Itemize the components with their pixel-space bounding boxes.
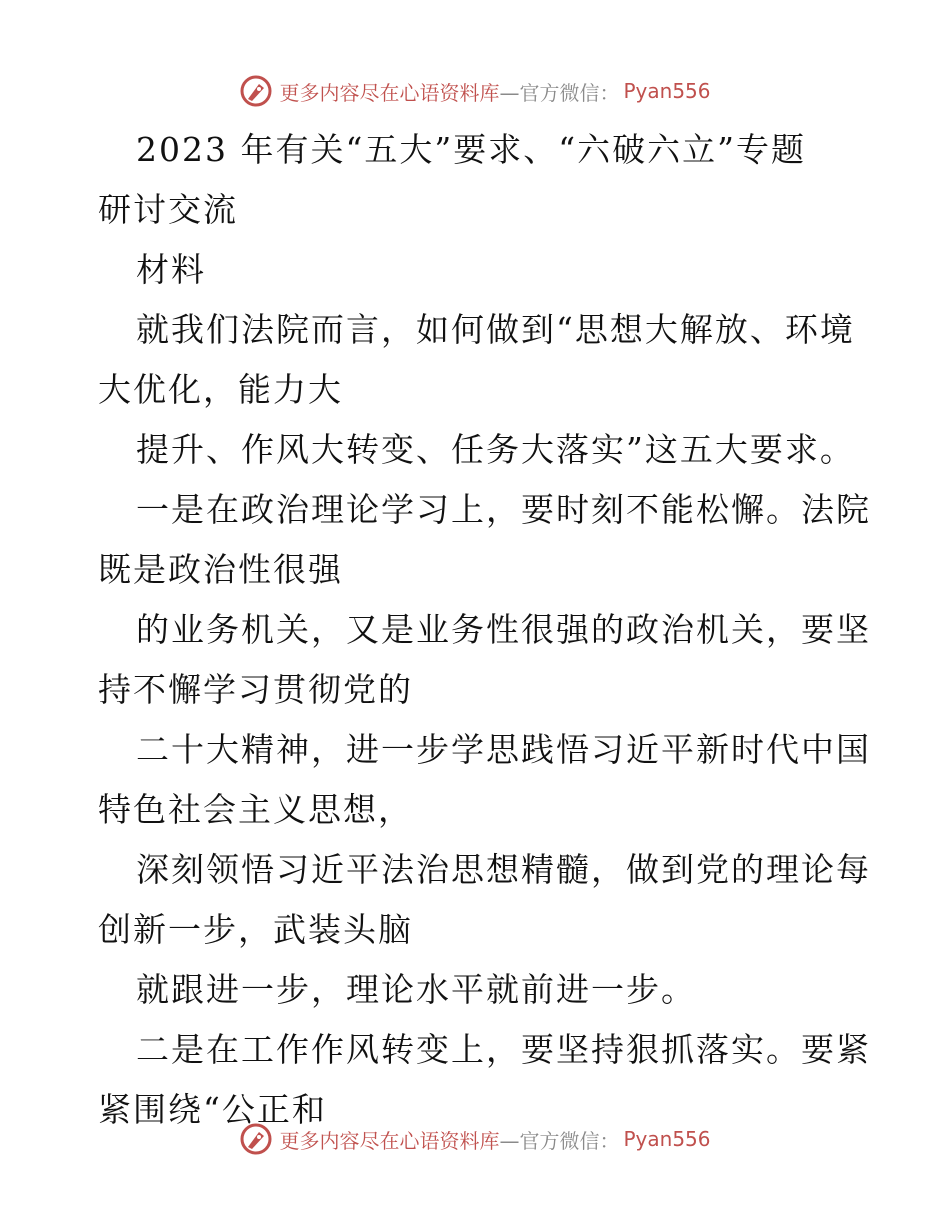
watermark-id: Pyan556: [623, 79, 711, 103]
body-line: 的业务机关，又是业务性很强的政治机关，要坚: [136, 610, 871, 649]
pen-nib-circle-icon: [239, 74, 273, 108]
body-line: 二是在工作作风转变上，要坚持狠抓落实。要紧: [136, 1030, 871, 1069]
body-line: 就跟进一步，理论水平就前进一步。: [136, 970, 696, 1009]
body-line: 就我们法院而言，如何做到“思想大解放、环境: [136, 310, 855, 349]
body-line: 深刻领悟习近平法治思想精髓，做到党的理论每: [136, 850, 871, 889]
body-line: 一是在政治理论学习上，要时刻不能松懈。法院: [136, 490, 871, 529]
body-line: 特色社会主义思想，: [98, 790, 413, 829]
watermark-separator: —官方微信：: [499, 1128, 620, 1153]
pen-nib-circle-icon: [239, 1122, 273, 1156]
watermark-separator: —官方微信：: [499, 80, 620, 105]
body-line: 材料: [136, 250, 206, 289]
body-line: 大优化，能力大: [98, 370, 343, 409]
watermark-text: 更多内容尽在心语资料库: [279, 1128, 500, 1153]
body-line: 创新一步，武装头脑: [98, 910, 413, 949]
body-line: 紧围绕“公正和: [98, 1090, 327, 1129]
footer-watermark: [0, 1122, 950, 1156]
body-line: 既是政治性很强: [98, 550, 343, 589]
body-line: 研讨交流: [98, 190, 238, 229]
document-body: [98, 120, 871, 1140]
watermark-text: 更多内容尽在心语资料库: [279, 80, 500, 105]
body-line: 二十大精神，进一步学思践悟习近平新时代中国: [136, 730, 871, 769]
header-watermark: [0, 74, 950, 108]
body-line: 提升、作风大转变、任务大落实”这五大要求。: [136, 430, 855, 469]
watermark-id: Pyan556: [623, 1127, 711, 1151]
body-line: 2023 年有关“五大”要求、“六破六立”专题: [136, 130, 806, 169]
body-line: 持不懈学习贯彻党的: [98, 670, 413, 709]
